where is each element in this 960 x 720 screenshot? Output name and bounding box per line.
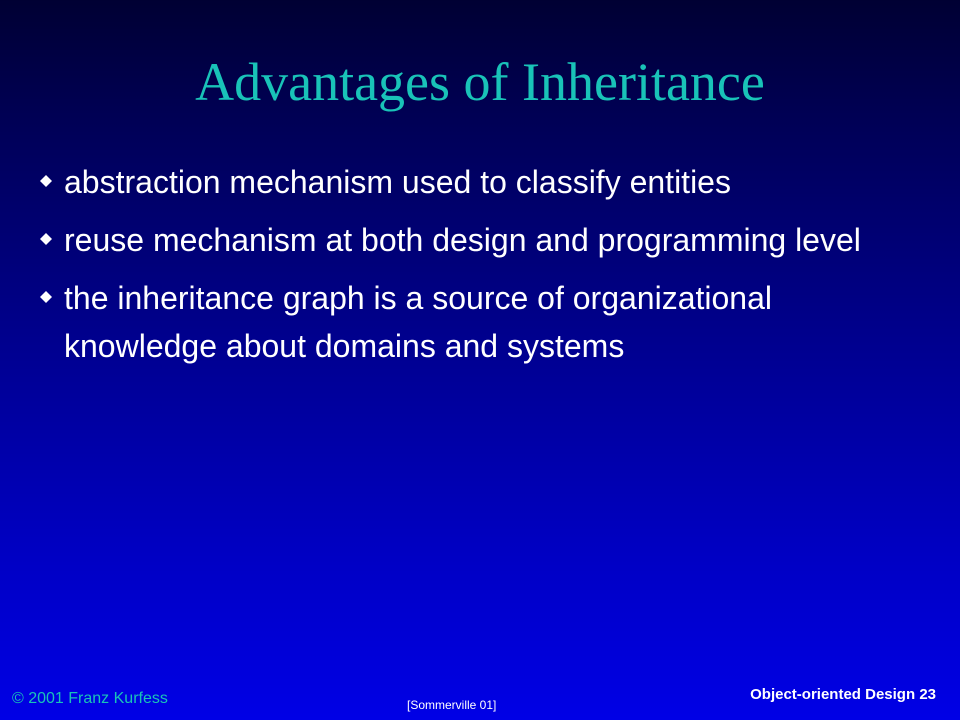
course-page-label: [750, 686, 936, 703]
bullet-text: abstraction mechanism used to classify entities: [64, 164, 731, 200]
bullet-text: the inheritance graph is a source of organizational knowledge about domains and systems: [64, 280, 772, 364]
source-citation: [Sommerville 01]: [407, 698, 497, 712]
bullet-item: [40, 216, 920, 264]
bullet-text: reuse mechanism at both design and programming level: [64, 222, 861, 258]
diamond-bullet-icon: [40, 175, 52, 187]
diamond-bullet-icon: [40, 233, 52, 245]
page-number: 23: [919, 686, 936, 703]
copyright-text: © 2001 Franz Kurfess: [12, 690, 168, 707]
diamond-bullet-icon: [40, 291, 52, 303]
course-name: Object-oriented Design: [750, 686, 916, 703]
bullet-list: [40, 158, 920, 380]
bullet-item: [40, 274, 920, 370]
bullet-item: [40, 158, 920, 206]
slide-title: Advantages of Inheritance: [195, 52, 765, 112]
